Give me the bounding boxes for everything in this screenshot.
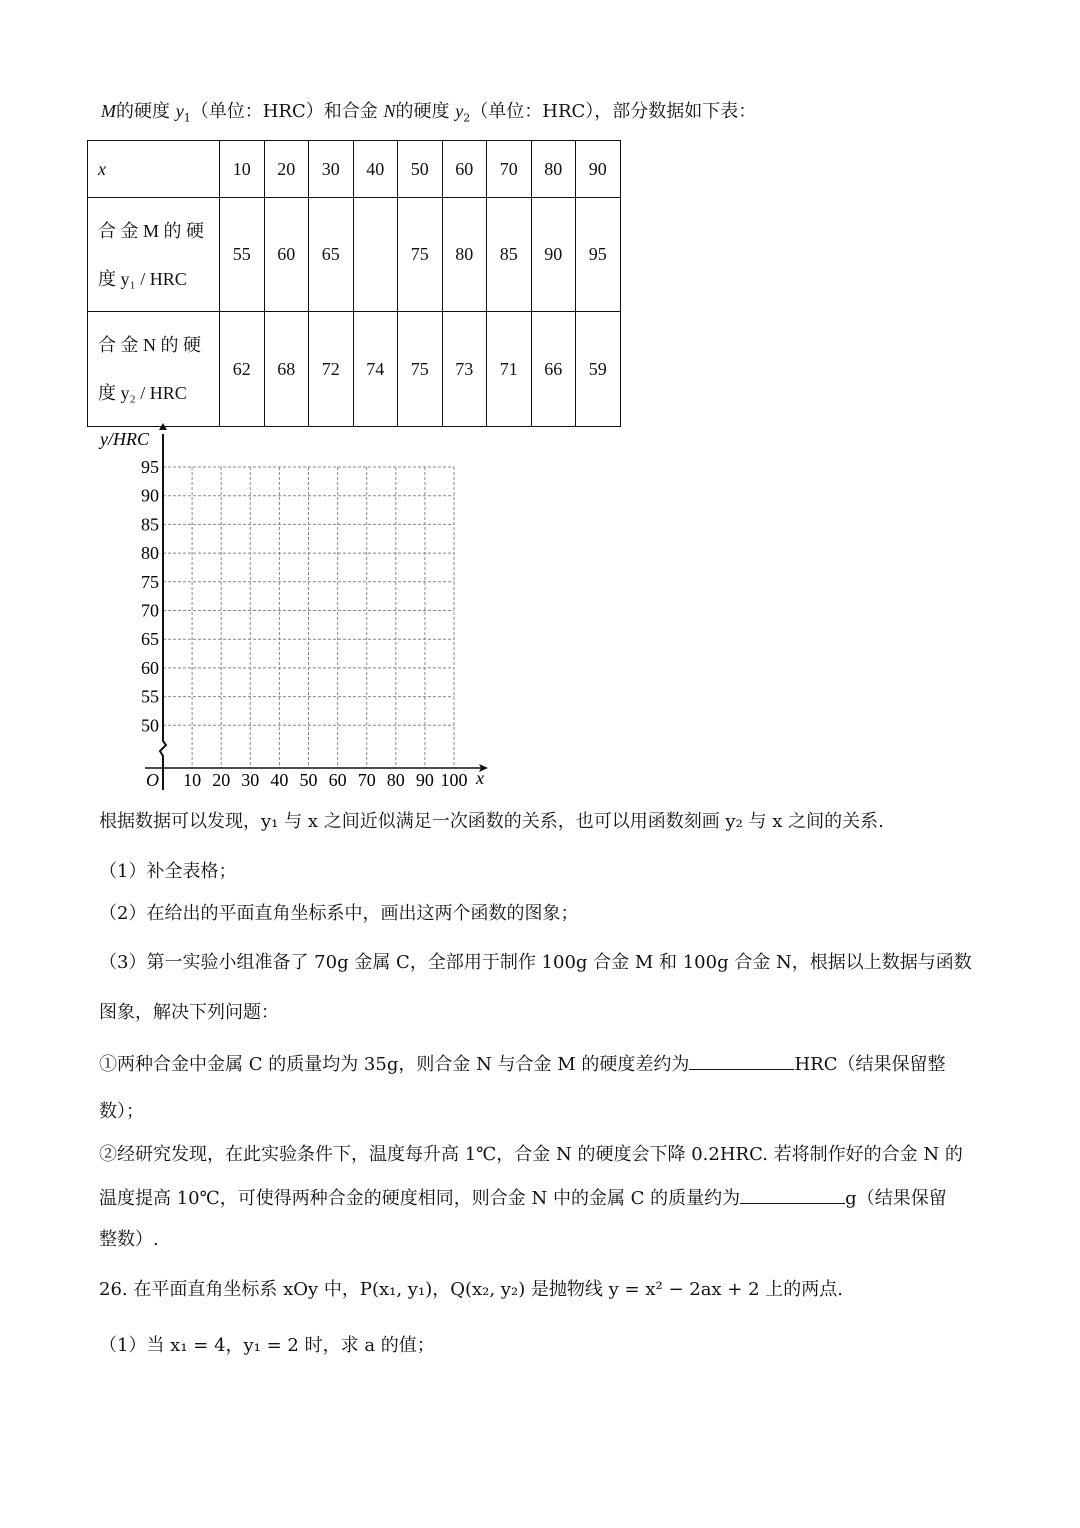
table-cell: 65 [309,198,354,312]
problem-26-part-1: （1）当 x₁ = 4，y₁ = 2 时，求 a 的值； [99,1335,435,1356]
table-cell: 20 [264,141,309,198]
y-tick-label: 70 [141,600,159,621]
x-tick-label: 70 [357,770,376,790]
table-cell: 72 [309,312,354,427]
table-cell: 30 [309,141,354,198]
var-m: M [101,101,116,121]
n-label-1: 合 金 N 的 硬 [98,335,201,355]
n-label-2: 度 y₂ / HRC [98,383,187,403]
x-label: x [98,159,106,179]
m-label-2: 度 y₁ / HRC [98,268,187,289]
intro-text: 的硬度 [395,101,450,122]
intro-text: 的硬度 [116,101,170,122]
table-cell: 71 [487,312,532,427]
x-tick-label: 90 [415,770,434,790]
question-3-cont: 图象，解决下列问题： [99,1002,279,1023]
sub-question-2-end: 整数）. [99,1229,159,1250]
intro-text: （单位：HRC），部分数据如下表： [470,101,757,122]
table-cell: 75 [398,198,443,312]
table-cell: 66 [531,312,576,427]
x-axis-label: x [476,768,484,788]
m-label-1: 合 金 M 的 硬 [98,220,205,241]
answer-blank-1[interactable] [689,1051,794,1070]
origin-label: O [146,770,159,790]
y-tick-label: 65 [141,629,159,650]
answer-blank-2[interactable] [740,1185,845,1204]
y-tick-label: 80 [141,543,159,564]
x-tick-label: 80 [386,770,405,790]
sub: 1 [183,111,191,125]
sub-question-2-tail: g（结果保留 [845,1188,947,1209]
x-tick-label: 20 [212,770,231,790]
y-tick-label: 55 [141,686,159,707]
y-tick-label: 90 [141,485,159,506]
y-tick-label: 60 [141,657,159,678]
sub-question-1 [99,1051,945,1077]
sub: 2 [463,111,471,125]
var-y2: y [455,101,464,121]
var-y1: y [175,101,184,121]
sub-question-1-tail: HRC（结果保留整 [794,1054,946,1075]
x-tick-label: 100 [440,770,468,790]
x-tick-label: 50 [299,770,318,790]
x-tick-label: 30 [241,770,260,790]
y-axis-arrow-icon [159,423,167,430]
table-cell: 10 [220,141,265,198]
paragraph-relationship: 根据数据可以发现，y₁ 与 x 之间近似满足一次函数的关系，也可以用函数刻画 y₂ 与 x 之间的关系. [99,811,884,832]
table-cell: 74 [353,312,398,427]
table-cell: 62 [220,312,265,427]
table-cell: 90 [576,141,621,198]
question-2: （2）在给出的平面直角坐标系中，画出这两个函数的图象； [99,903,579,924]
question-3: （3）第一实验小组准备了 70g 金属 C，全部用于制作 100g 合金 M 和 100g 合金 N，根据以上数据与函数 [99,952,972,973]
table-cell: 55 [220,198,265,312]
table-cell: 70 [487,141,532,198]
y-tick-label: 50 [141,715,159,736]
question-1: （1）补全表格； [99,861,237,882]
x-tick-label: 60 [328,770,347,790]
table-cell: 50 [398,141,443,198]
y-tick-label: 75 [141,571,159,592]
table-cell: 95 [576,198,621,312]
table-cell: 60 [442,141,487,198]
table-cell: 80 [531,141,576,198]
table-cell: 68 [264,312,309,427]
table-cell: 60 [264,198,309,312]
sub-question-2-cont [99,1185,947,1211]
y-axis-label: y/HRC [100,429,149,449]
problem-26: 26. 在平面直角坐标系 xOy 中，P(x₁, y₁)，Q(x₂, y₂) 是抛物线 y = x² − 2ax + 2 上的两点. [99,1279,844,1300]
table-cell: 40 [353,141,398,198]
table-cell: 59 [576,312,621,427]
sub-question-2: ②经研究发现，在此实验条件下，温度每升高 1℃，合金 N 的硬度会下降 0.2HRC. 若将制作好的合金 N 的 [99,1144,963,1165]
var-n: N [383,101,396,121]
table-cell: 73 [442,312,487,427]
table-cell: 75 [398,312,443,427]
x-tick-label: 10 [183,770,202,790]
sub-question-1-cont: 数）； [99,1101,144,1122]
table-cell: 80 [442,198,487,312]
y-tick-label: 85 [141,514,159,535]
table-cell: 90 [531,198,576,312]
y-axis [160,434,166,790]
table-cell: 85 [487,198,532,312]
intro-text: （单位：HRC）和合金 [190,101,378,122]
sub-question-2-text: 温度提高 10℃，可使得两种合金的硬度相同，则合金 N 中的金属 C 的质量约为 [99,1188,741,1209]
y-tick-label: 95 [141,457,159,477]
x-tick-label: 40 [270,770,289,790]
sub-question-1-text: ①两种合金中金属 C 的质量均为 35g，则合金 N 与合金 M 的硬度差约为 [99,1054,690,1075]
